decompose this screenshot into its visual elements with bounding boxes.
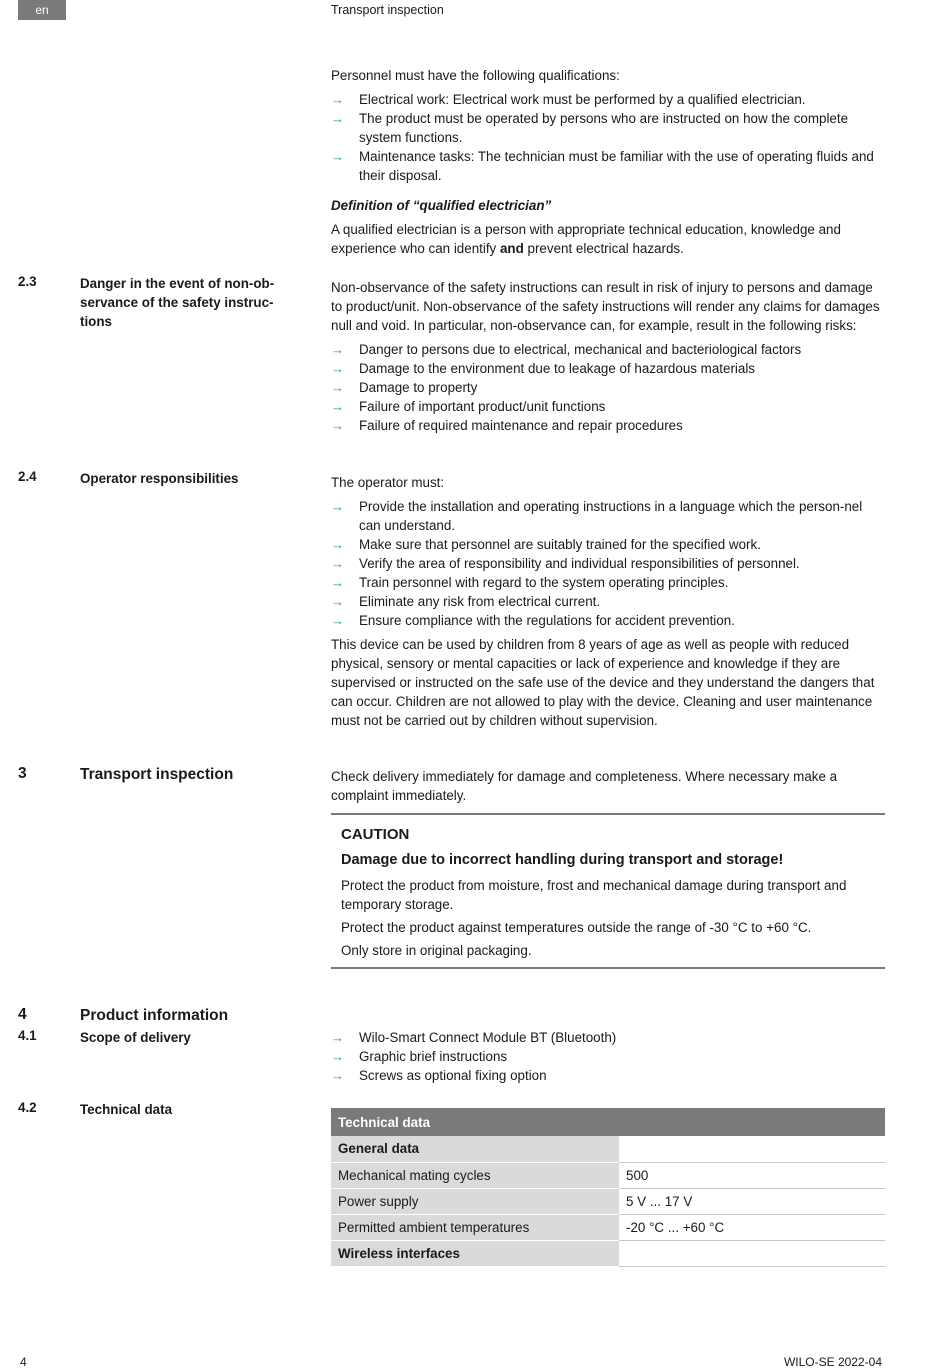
section-number-2-4: 2.4	[18, 469, 37, 484]
list-item: → Damage to property	[331, 380, 478, 395]
arrow-right-icon: →	[331, 1068, 344, 1083]
arrow-right-icon: →	[331, 575, 344, 590]
section-3-text: Check delivery immediately for damage and completeness. Where necessary make a complaint immediately.	[331, 769, 838, 803]
arrow-right-icon: →	[331, 613, 344, 628]
section-title-2-4: Operator responsibilities	[80, 471, 239, 486]
section-title-4-1: Scope of delivery	[80, 1030, 191, 1045]
arrow-right-icon: →	[331, 418, 344, 433]
section-title-3: Transport inspection	[80, 766, 234, 783]
list-item: → Failure of required maintenance and repair procedures	[331, 418, 683, 433]
list-item: → The product must be operated by persons who are instructed on how the complete system functions.	[331, 111, 849, 145]
table-cell-label: Permitted ambient temperatures	[331, 1214, 619, 1240]
section-number-4-1: 4.1	[18, 1028, 37, 1043]
section-title-4: Product information	[80, 1007, 229, 1024]
qualifications-list	[331, 90, 885, 185]
table-cell-value	[619, 1240, 885, 1266]
section-4-1-body	[331, 1023, 885, 1085]
section-2-3-intro: Non-observance of the safety instructions can result in risk of injury to persons and damage to product/unit. Non-observance of the safety instructions will render any claims for damages null and void. In particular, non-observance can, for example, result in the following risks:	[331, 280, 880, 333]
list-item: → Ensure compliance with the regulations for accident prevention.	[331, 613, 735, 628]
list-item: → Screws as optional fixing option	[331, 1068, 547, 1083]
list-item: → Verify the area of responsibility and individual responsibilities of personnel.	[331, 556, 800, 571]
arrow-right-icon: →	[331, 399, 344, 414]
section-2-4-intro: The operator must:	[331, 475, 445, 490]
table-row	[331, 1240, 885, 1266]
caution-box	[331, 813, 885, 969]
arrow-right-icon: →	[331, 1030, 344, 1045]
list-item: → Maintenance tasks: The technician must be familiar with the use of operating fluids and their disposal.	[331, 149, 874, 183]
list-item: → Electrical work: Electrical work must be performed by a qualified electrician.	[331, 92, 806, 107]
table-row	[331, 1162, 885, 1188]
qualifications-intro: Personnel must have the following qualifications:	[331, 68, 620, 83]
risks-list	[331, 340, 885, 435]
section-number-2-3: 2.3	[18, 274, 37, 289]
arrow-right-icon: →	[331, 111, 344, 126]
arrow-right-icon: →	[331, 499, 344, 514]
list-item: → Provide the installation and operating instructions in a language which the person-nel can understand.	[331, 499, 863, 533]
arrow-right-icon: →	[331, 361, 344, 376]
table-cell-label: Power supply	[331, 1188, 619, 1214]
arrow-right-icon: →	[331, 537, 344, 552]
caution-line: Only store in original packaging.	[341, 943, 532, 958]
list-item: → Damage to the environment due to leakage of hazardous materials	[331, 361, 756, 376]
arrow-right-icon: →	[331, 342, 344, 357]
running-header-title: Transport inspection	[331, 3, 444, 17]
section-2-4-body	[331, 473, 885, 730]
section-2-3-body	[331, 278, 885, 435]
list-item: → Danger to persons due to electrical, mechanical and bacteriological factors	[331, 342, 802, 357]
list-item: → Wilo-Smart Connect Module BT (Bluetooth)	[331, 1030, 617, 1045]
table-row	[331, 1214, 885, 1240]
scope-list	[331, 1028, 885, 1085]
list-item: → Make sure that personnel are suitably trained for the specified work.	[331, 537, 761, 552]
language-badge: en	[18, 0, 66, 20]
technical-data-table	[331, 1108, 885, 1267]
operator-list	[331, 497, 885, 630]
table-cell-value: 5 V ... 17 V	[619, 1188, 885, 1214]
arrow-right-icon: →	[331, 1049, 344, 1064]
arrow-right-icon: →	[331, 380, 344, 395]
list-item: → Failure of important product/unit functions	[331, 399, 606, 414]
table-cell-label: Wireless interfaces	[331, 1240, 619, 1266]
table-row	[331, 1136, 885, 1162]
caution-line: Protect the product against temperatures outside the range of -30 °C to +60 °C.	[341, 920, 812, 935]
footer-brand: WILO-SE 2022-04	[783, 1355, 882, 1369]
caution-line: Protect the product from moisture, frost and mechanical damage during transport and temporary storage.	[341, 878, 847, 912]
table-cell-value: -20 °C ... +60 °C	[619, 1214, 885, 1240]
list-item: → Train personnel with regard to the system operating principles.	[331, 575, 729, 590]
caution-subheading: Damage due to incorrect handling during transport and storage!	[341, 852, 784, 868]
table-cell-label: Mechanical mating cycles	[331, 1162, 619, 1188]
section-number-3: 3	[18, 765, 27, 782]
table-header: Technical data	[331, 1108, 885, 1136]
children-note: This device can be used by children from 8 years of age as well as people with reduced physical, sensory or mental capacities or lack of experience and knowledge if they are supervised or instructed on the safe use of the device and they understand the dangers that can occur. Children are not allowed to play with the device. Cleaning and user maintenance must not be carried out by children without supervision.	[331, 637, 875, 728]
arrow-right-icon: →	[331, 556, 344, 571]
table-row	[331, 1188, 885, 1214]
page-number: 4	[20, 1355, 27, 1369]
section-3-body	[331, 767, 885, 805]
caution-heading: CAUTION	[341, 826, 410, 843]
section-title-4-2: Technical data	[80, 1102, 173, 1117]
table-cell-label: General data	[331, 1136, 619, 1162]
arrow-right-icon: →	[331, 92, 344, 107]
arrow-right-icon: →	[331, 594, 344, 609]
table-cell-value	[619, 1136, 885, 1162]
qualifications-block	[331, 66, 885, 258]
list-item: → Eliminate any risk from electrical current.	[331, 594, 601, 609]
list-item: → Graphic brief instructions	[331, 1049, 508, 1064]
caution-body	[341, 876, 871, 964]
definition-text: A qualified electrician is a person with appropriate technical education, knowledge and experience who can identify and prevent electrical hazards.	[331, 222, 841, 256]
section-title-2-3: Danger in the event of non-ob-servance of the safety instruc-tions	[80, 276, 275, 329]
arrow-right-icon: →	[331, 149, 344, 164]
definition-title: Definition of “qualified electrician”	[331, 198, 552, 213]
section-number-4-2: 4.2	[18, 1100, 37, 1115]
table-header-row	[331, 1108, 885, 1136]
table-cell-value: 500	[619, 1162, 885, 1188]
section-number-4: 4	[18, 1006, 27, 1023]
